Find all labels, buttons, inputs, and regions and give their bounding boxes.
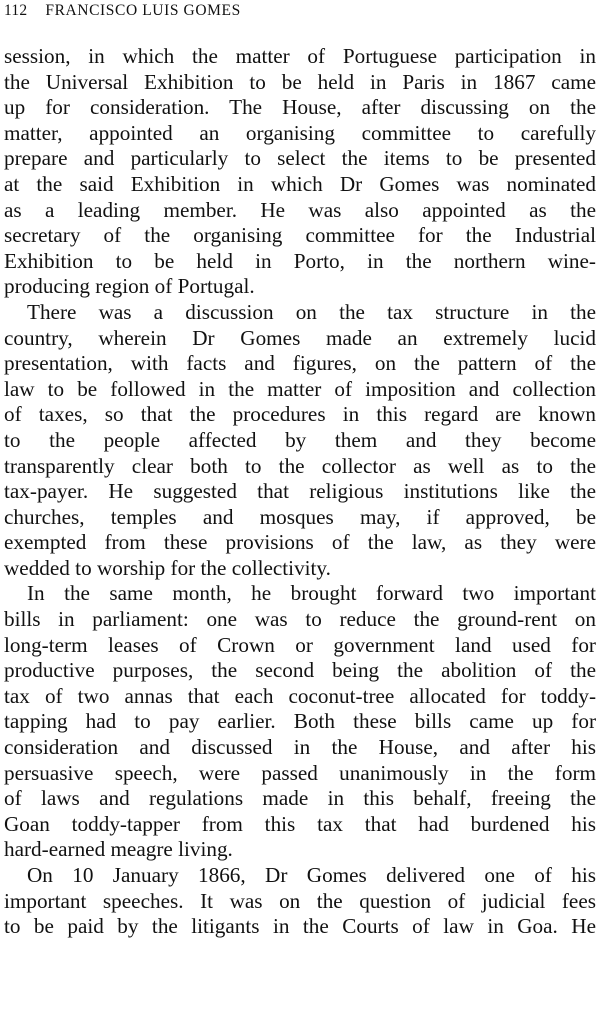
text-line: tapping had to pay earlier. Both these bills came up for [4,709,596,734]
text-line: country, wherein Dr Gomes made an extremely lucid [4,325,596,350]
paragraph [4,44,596,300]
text-line: There was a discussion on the tax structure in the [27,299,596,324]
text-line: of taxes, so that the procedures in this regard are known [4,402,596,427]
text-line: consideration and discussed in the House, and after his [4,735,596,760]
text-line: long-term leases of Crown or government land used for [4,632,596,657]
text-line: Goan toddy-tapper from this tax that had burdened his [4,811,596,836]
text-line: of laws and regulations made in this behalf, freeing the [4,786,596,811]
text-line: matter, appointed an organising committee to carefully [4,120,596,145]
text-line: wedded to worship for the collectivity. [4,555,331,580]
text-line: up for consideration. The House, after discussing on the [4,95,596,120]
text-line: persuasive speech, were passed unanimously in the form [4,760,596,785]
text-line: prepare and particularly to select the items to be presented [4,146,596,171]
text-line: bills in parliament: one was to reduce the ground-rent on [4,607,596,632]
paragraph [4,581,596,863]
body-text [4,44,596,940]
text-line: session, in which the matter of Portuguese participation in [4,44,596,68]
text-line: On 10 January 1866, Dr Gomes delivered one of his [27,863,596,887]
text-line: the Universal Exhibition to be held in Paris in 1867 came [4,69,596,94]
paragraph [4,863,596,940]
text-line: Exhibition to be held in Porto, in the northern wine- [4,248,596,273]
text-line: productive purposes, the second being the abolition of the [4,658,596,683]
text-line: hard-earned meagre living. [4,837,233,862]
text-line: important speeches. It was on the question of judicial fees [4,888,596,913]
text-line: secretary of the organising committee for the Industrial [4,223,596,248]
text-line: exempted from these provisions of the law, as they were [4,530,596,555]
paragraph [4,300,596,582]
text-line: transparently clear both to the collector as well as to the [4,453,596,478]
text-line: at the said Exhibition in which Dr Gomes was nominated [4,171,596,196]
text-line: to the people affected by them and they become [4,427,596,452]
text-line: to be paid by the litigants in the Courts of law in Goa. He [4,914,596,939]
page-number: 112 [4,2,28,19]
text-line: law to be followed in the matter of imposition and collection [4,376,596,401]
text-line: presentation, with facts and figures, on the pattern of the [4,351,596,376]
text-line: churches, temples and mosques may, if approved, be [4,504,596,529]
running-head [4,0,241,22]
text-line: as a leading member. He was also appointed as the [4,197,596,222]
running-head-title: FRANCISCO LUIS GOMES [45,2,241,19]
text-line: tax of two annas that each coconut-tree allocated for toddy- [4,683,596,708]
text-line: In the same month, he brought forward two important [27,581,596,606]
text-line: producing region of Portugal. [4,274,255,299]
text-line: tax-payer. He suggested that religious institutions like the [4,479,596,504]
